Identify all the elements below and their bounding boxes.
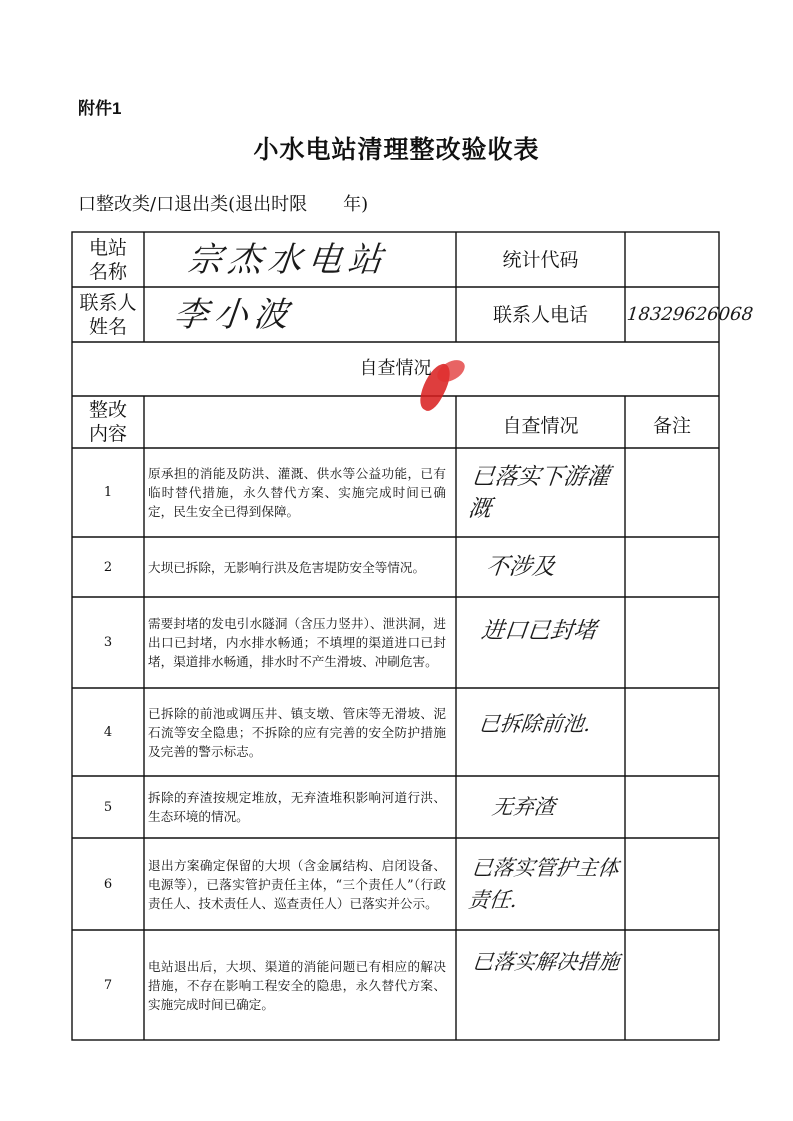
section-header: 自查情况 — [359, 358, 432, 379]
row-content: 大坝已拆除，无影响行洪及危害堤防安全等情况。 — [148, 559, 426, 575]
row-self-check: 不涉及 — [484, 554, 557, 580]
row-self-check: 进口已封堵 — [479, 618, 598, 644]
row-remark — [625, 448, 719, 537]
contact-phone-value: 18329626068 — [625, 303, 755, 325]
self-check-header: 自查情况 — [502, 415, 579, 437]
row-number: 6 — [103, 876, 113, 892]
row-number: 3 — [103, 635, 113, 650]
row-content: 原承担的消能及防洪、灌溉、供水等公益功能，已有临时替代措施，永久替代方案、实施完成时间已确定，民生安全已得到保障。 — [148, 466, 446, 519]
contact-name-label: 联系人 姓名 — [79, 291, 137, 338]
row-self-check: 已落实管护主体责任. — [467, 856, 620, 912]
row-remark — [625, 688, 719, 776]
row-self-check: 已落实解决措施 — [471, 950, 621, 974]
row-number: 7 — [103, 977, 113, 993]
station-name-value: 宗杰水电站 — [185, 239, 391, 280]
station-name-label: 电站 名称 — [88, 236, 127, 283]
row-remark — [625, 930, 719, 1040]
remark-header: 备注 — [652, 415, 691, 437]
row-number: 4 — [103, 724, 113, 740]
row-remark — [625, 597, 719, 688]
attachment-label: 附件1 — [78, 99, 122, 118]
row-remark — [625, 537, 719, 597]
row-remark — [625, 838, 719, 930]
content-header: 整改 内容 — [88, 399, 127, 445]
row-remark — [625, 776, 719, 838]
contact-phone-label: 联系人电话 — [492, 303, 588, 326]
row-content: 电站退出后，大坝、渠道的消能问题已有相应的解决措施，不存在影响工程安全的隐患，永久替代方案、实施完成时间已确定。 — [148, 958, 446, 1012]
row-content: 需要封堵的发电引水隧洞（含压力竖井）、泄洪洞，进出口已封堵，内水排水畅通；不填埋的渠道进口已封堵，渠道排水畅通，排水时不产生滑坡、冲刷危害。 — [148, 616, 446, 669]
contact-name-value: 李小波 — [171, 294, 297, 335]
row-content: 拆除的弃渣按规定堆放，无弃渣堆积影响河道行洪、生态环境的情况。 — [148, 790, 446, 824]
row-number: 2 — [103, 559, 113, 575]
row-self-check: 已拆除前池. — [477, 712, 592, 736]
type-selection-line: 口整改类/口退出类(退出时限 年) — [78, 194, 369, 215]
row-content: 已拆除的前池或调压井、镇支墩、管床等无滑坡、泥石流等安全隐患；不拆除的应有完善的安全防护措施及完善的警示标志。 — [148, 705, 446, 759]
row-number: 5 — [103, 799, 113, 815]
row-self-check: 无弃渣 — [490, 795, 557, 819]
row-self-check: 已落实下游灌溉 — [466, 463, 612, 522]
row-content: 退出方案确定保留的大坝（含金属结构、启闭设备、电源等），已落实管护责任主体，“三个责任人”（行政责任人、技术责任人、巡查责任人）已落实并公示。 — [148, 857, 446, 911]
statistics-code-value — [625, 232, 719, 287]
row-number: 1 — [103, 485, 113, 500]
page-title: 小水电站清理整改验收表 — [253, 135, 540, 164]
statistics-code-label: 统计代码 — [502, 248, 579, 271]
